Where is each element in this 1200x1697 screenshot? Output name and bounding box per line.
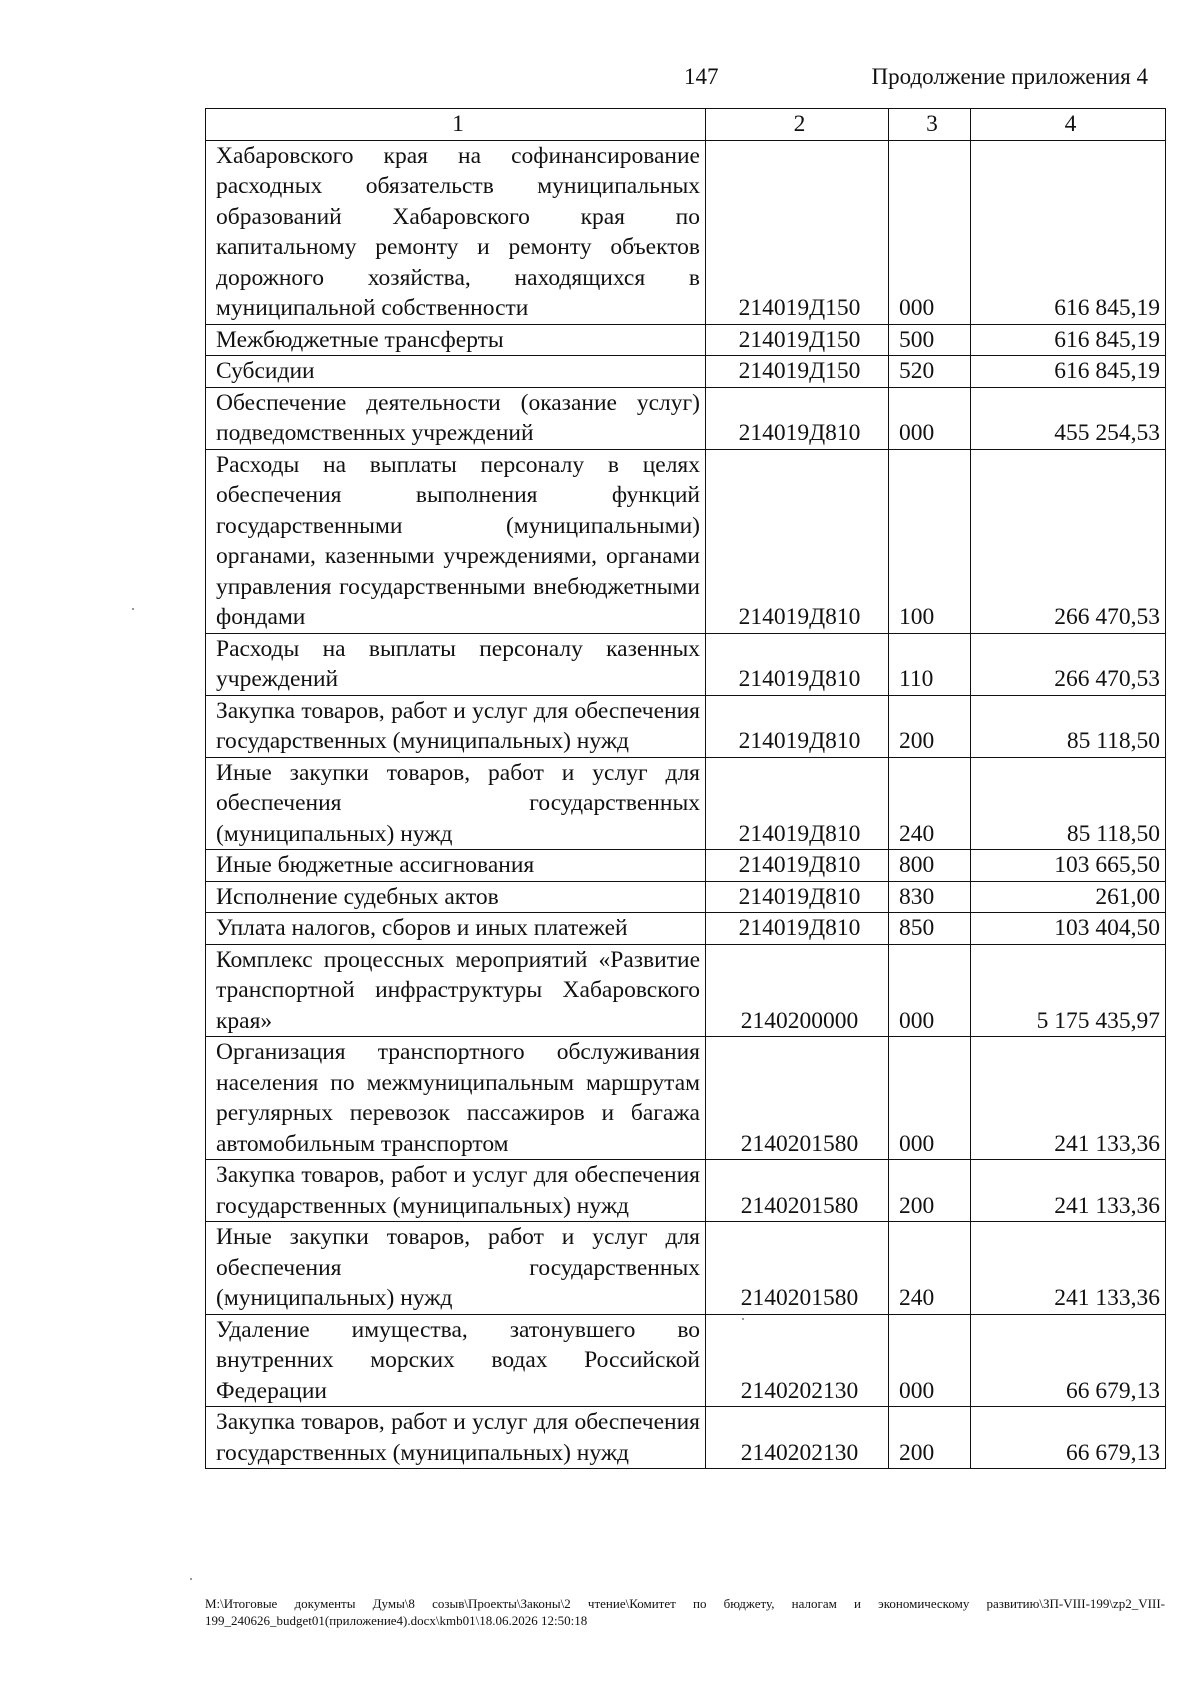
table-row [206,633,1166,695]
row-target-code: 2140200000 [706,944,889,1037]
row-amount: 261,00 [971,881,1166,913]
row-amount: 103 665,50 [971,850,1166,882]
budget-table-body [206,109,1166,1469]
table-row [206,881,1166,913]
table-row [206,1222,1166,1315]
row-description: Закупка товаров, работ и услуг для обеспечения государственных (муниципальных) нужд [206,695,706,757]
row-expense-type: 200 [889,1407,971,1469]
table-row [206,1160,1166,1222]
row-expense-type: 200 [889,695,971,757]
row-target-code: 214019Д150 [706,324,889,356]
row-description: Межбюджетные трансферты [206,324,706,356]
row-description: Исполнение судебных актов [206,881,706,913]
table-row [206,387,1166,449]
row-description: Иные закупки товаров, работ и услуг для обеспечения государственных (муниципальных) нужд [206,1222,706,1315]
row-description: Иные бюджетные ассигнования [206,850,706,882]
row-target-code: 214019Д810 [706,850,889,882]
row-amount: 66 679,13 [971,1407,1166,1469]
row-amount: 85 118,50 [971,695,1166,757]
table-row [206,695,1166,757]
row-description: Уплата налогов, сборов и иных платежей [206,913,706,945]
row-amount: 85 118,50 [971,757,1166,850]
row-amount: 5 175 435,97 [971,944,1166,1037]
row-expense-type: 000 [889,944,971,1037]
table-row [206,449,1166,633]
scan-speck [190,1578,192,1580]
row-expense-type: 500 [889,324,971,356]
row-description: Расходы на выплаты персоналу казенных учреждений [206,633,706,695]
row-expense-type: 000 [889,1037,971,1160]
row-amount: 241 133,36 [971,1160,1166,1222]
row-amount: 616 845,19 [971,324,1166,356]
row-expense-type: 850 [889,913,971,945]
column-header: 1 [206,109,706,141]
column-number-row [206,109,1166,141]
column-header: 4 [971,109,1166,141]
row-expense-type: 800 [889,850,971,882]
row-description: Иные закупки товаров, работ и услуг для обеспечения государственных (муниципальных) нужд [206,757,706,850]
row-target-code: 214019Д810 [706,881,889,913]
table-row [206,1407,1166,1469]
row-description: Организация транспортного обслуживания населения по межмуниципальным маршрутам регулярных перевозок пассажиров и багажа автомобильным транспортом [206,1037,706,1160]
table-row [206,356,1166,388]
column-header: 3 [889,109,971,141]
document-path-footer: М:\Итоговые документы Думы\8 созыв\Проекты\Законы\2 чтение\Комитет по бюджету, налогам и экономическому развитию\ЗП-VIII-199\zp2_VIII-199_240626_budget01(приложение4).docx\kmb01\18.06.2026 12:50:18 [205,1596,1165,1628]
row-expense-type: 240 [889,757,971,850]
table-row [206,757,1166,850]
table-row [206,944,1166,1037]
row-amount: 266 470,53 [971,449,1166,633]
row-expense-type: 000 [889,387,971,449]
scan-speck [132,608,134,610]
scan-speck [742,1318,744,1320]
row-expense-type: 000 [889,1314,971,1407]
row-target-code: 214019Д150 [706,356,889,388]
row-amount: 616 845,19 [971,140,1166,324]
row-expense-type: 240 [889,1222,971,1315]
table-row [206,324,1166,356]
table-row [206,1314,1166,1407]
row-target-code: 2140202130 [706,1407,889,1469]
row-target-code: 2140202130 [706,1314,889,1407]
row-description: Субсидии [206,356,706,388]
row-expense-type: 200 [889,1160,971,1222]
row-target-code: 214019Д810 [706,449,889,633]
table-row [206,1037,1166,1160]
row-target-code: 214019Д810 [706,913,889,945]
row-expense-type: 520 [889,356,971,388]
table-row [206,140,1166,324]
row-description: Комплекс процессных мероприятий «Развитие транспортной инфраструктуры Хабаровского края» [206,944,706,1037]
appendix-continuation-label: Продолжение приложения 4 [871,64,1148,89]
table-row [206,913,1166,945]
row-amount: 241 133,36 [971,1037,1166,1160]
row-description: Удаление имущества, затонувшего во внутренних морских водах Российской Федерации [206,1314,706,1407]
row-amount: 455 254,53 [971,387,1166,449]
row-target-code: 2140201580 [706,1037,889,1160]
row-expense-type: 110 [889,633,971,695]
row-expense-type: 830 [889,881,971,913]
row-target-code: 214019Д810 [706,757,889,850]
row-description: Закупка товаров, работ и услуг для обеспечения государственных (муниципальных) нужд [206,1160,706,1222]
row-amount: 241 133,36 [971,1222,1166,1315]
row-description: Закупка товаров, работ и услуг для обеспечения государственных (муниципальных) нужд [206,1407,706,1469]
row-description: Обеспечение деятельности (оказание услуг) подведомственных учреждений [206,387,706,449]
budget-table [205,108,1166,1469]
page-number: 147 [684,64,719,89]
row-amount: 616 845,19 [971,356,1166,388]
row-amount: 103 404,50 [971,913,1166,945]
column-header: 2 [706,109,889,141]
row-expense-type: 100 [889,449,971,633]
row-target-code: 2140201580 [706,1160,889,1222]
row-description: Расходы на выплаты персоналу в целях обеспечения выполнения функций государственными (муниципальными) органами, казенными учреждениями, органами управления государственными внебюджетными фондами [206,449,706,633]
row-target-code: 2140201580 [706,1222,889,1315]
row-target-code: 214019Д810 [706,633,889,695]
row-target-code: 214019Д810 [706,695,889,757]
row-target-code: 214019Д810 [706,387,889,449]
row-target-code: 214019Д150 [706,140,889,324]
row-amount: 266 470,53 [971,633,1166,695]
row-expense-type: 000 [889,140,971,324]
row-amount: 66 679,13 [971,1314,1166,1407]
table-row [206,850,1166,882]
row-description: Хабаровского края на софинансирование расходных обязательств муниципальных образований Хабаровского края по капитальному ремонту и ремонту объектов дорожного хозяйства, находящихся в муниципальной собственности [206,140,706,324]
